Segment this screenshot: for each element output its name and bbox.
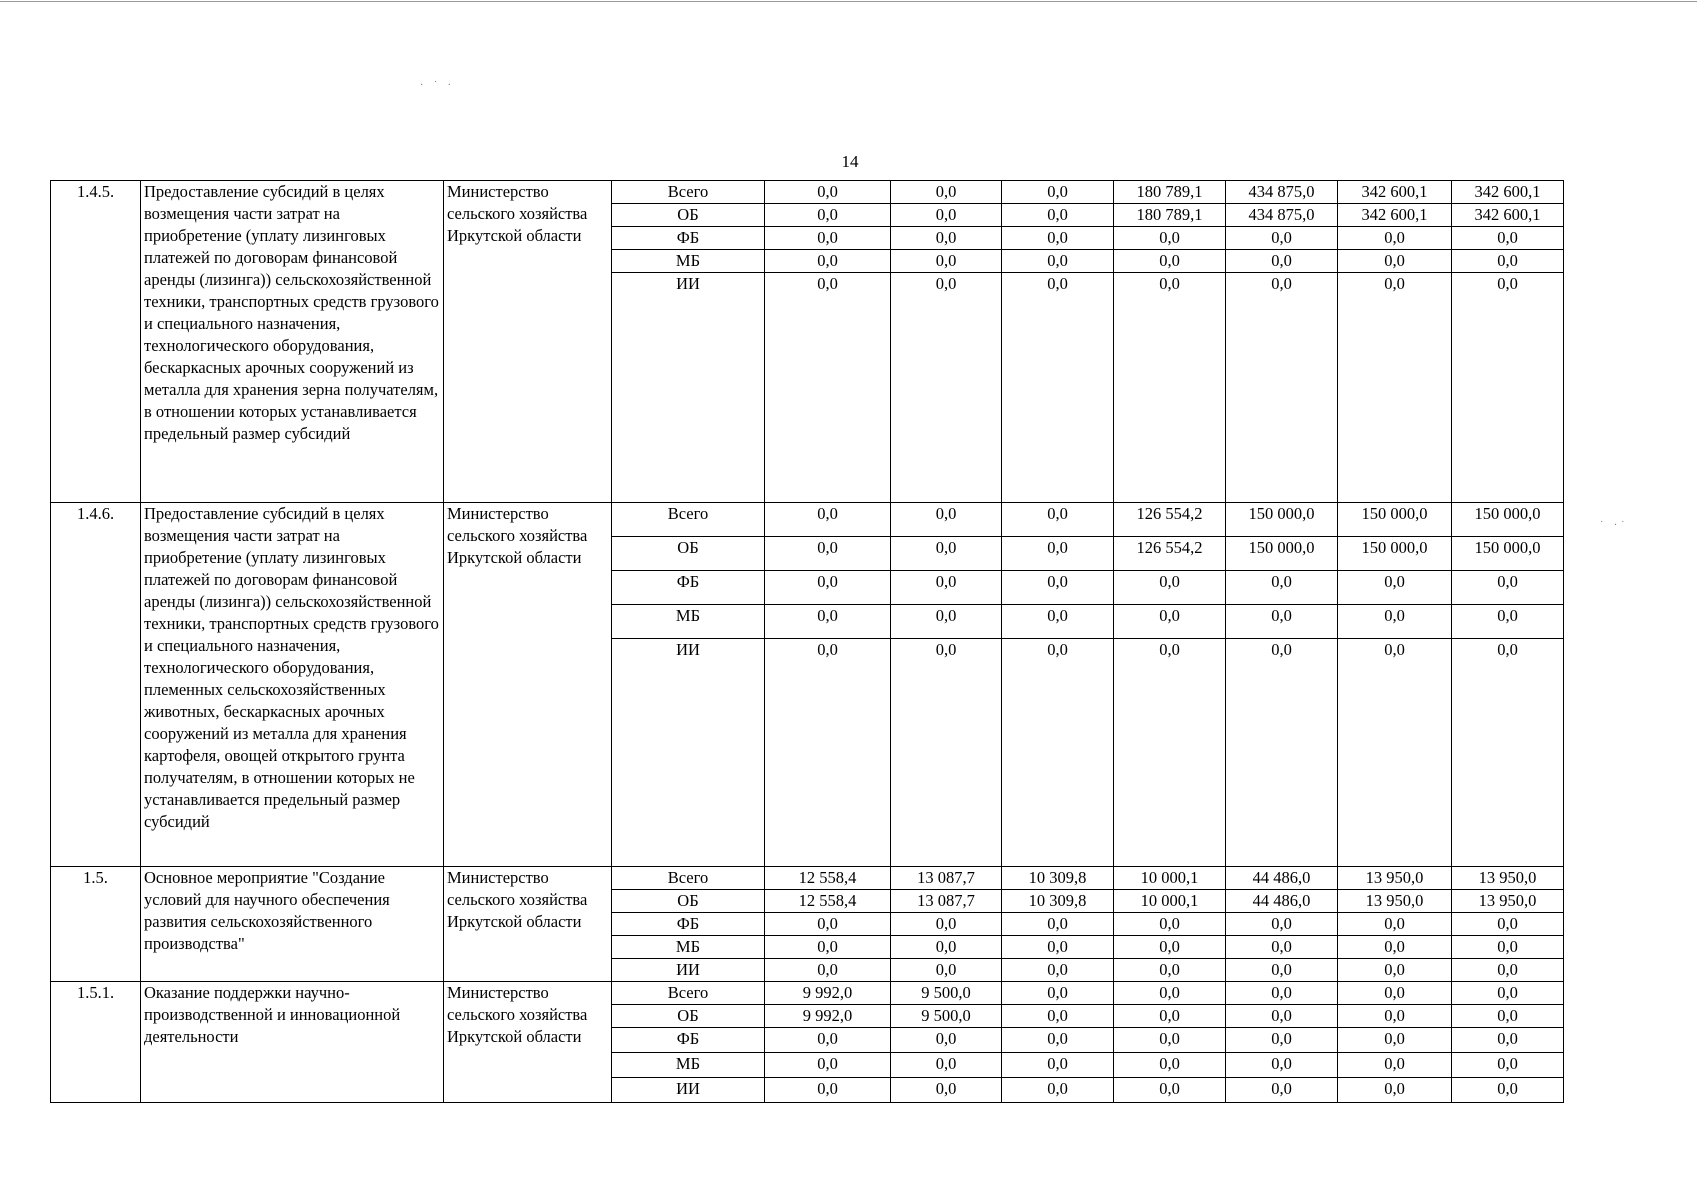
funding-value: 0,0 <box>765 571 891 605</box>
funding-value: 0,0 <box>1338 639 1452 867</box>
funding-value: 342 600,1 <box>1338 204 1452 227</box>
funding-value: 10 000,1 <box>1114 890 1226 913</box>
funding-value: 0,0 <box>1002 181 1114 204</box>
funding-value: 10 309,8 <box>1002 890 1114 913</box>
funding-value: 0,0 <box>1452 936 1564 959</box>
funding-source: ОБ <box>612 204 765 227</box>
funding-value: 434 875,0 <box>1226 204 1338 227</box>
funding-value: 0,0 <box>1338 1028 1452 1053</box>
funding-value: 0,0 <box>1338 936 1452 959</box>
funding-value: 13 950,0 <box>1452 890 1564 913</box>
funding-source: ФБ <box>612 913 765 936</box>
funding-value: 0,0 <box>1226 913 1338 936</box>
funding-value: 0,0 <box>891 181 1002 204</box>
funding-value: 13 087,7 <box>891 890 1002 913</box>
funding-source: Всего <box>612 181 765 204</box>
funding-value: 0,0 <box>1452 1005 1564 1028</box>
funding-value: 0,0 <box>1452 250 1564 273</box>
funding-value: 12 558,4 <box>765 890 891 913</box>
funding-value: 0,0 <box>891 503 1002 537</box>
funding-value: 0,0 <box>1114 250 1226 273</box>
funding-value: 0,0 <box>1226 936 1338 959</box>
funding-value: 0,0 <box>765 204 891 227</box>
funding-value: 0,0 <box>891 605 1002 639</box>
responsible-executor: Министерство сельского хозяйства Иркутской области <box>444 181 612 503</box>
funding-source: Всего <box>612 982 765 1005</box>
funding-source: МБ <box>612 936 765 959</box>
table-row <box>51 982 1564 1005</box>
funding-value: 0,0 <box>1452 571 1564 605</box>
funding-value: 342 600,1 <box>1452 181 1564 204</box>
funding-value: 0,0 <box>1002 1005 1114 1028</box>
funding-source: ИИ <box>612 639 765 867</box>
funding-value: 0,0 <box>1338 1053 1452 1078</box>
funding-value: 44 486,0 <box>1226 867 1338 890</box>
funding-value: 0,0 <box>1452 1053 1564 1078</box>
funding-value: 0,0 <box>1114 959 1226 982</box>
funding-value: 0,0 <box>1452 227 1564 250</box>
funding-value: 0,0 <box>1114 982 1226 1005</box>
funding-value: 0,0 <box>1226 227 1338 250</box>
table-body <box>51 181 1564 1103</box>
funding-value: 0,0 <box>765 1078 891 1103</box>
funding-source: Всего <box>612 867 765 890</box>
table-row <box>51 181 1564 204</box>
funding-source: ИИ <box>612 1078 765 1103</box>
funding-value: 0,0 <box>1114 571 1226 605</box>
funding-value: 0,0 <box>1002 537 1114 571</box>
funding-value: 0,0 <box>891 913 1002 936</box>
funding-value: 0,0 <box>1002 1053 1114 1078</box>
scan-speck: ˙ ·˙ <box>1600 520 1629 531</box>
funding-value: 0,0 <box>891 639 1002 867</box>
funding-value: 0,0 <box>1114 936 1226 959</box>
item-number: 1.4.6. <box>51 503 141 867</box>
funding-value: 150 000,0 <box>1452 503 1564 537</box>
funding-value: 0,0 <box>1338 571 1452 605</box>
funding-value: 0,0 <box>1226 1005 1338 1028</box>
funding-value: 0,0 <box>765 605 891 639</box>
funding-value: 0,0 <box>1226 982 1338 1005</box>
funding-value: 0,0 <box>1114 1078 1226 1103</box>
funding-value: 0,0 <box>891 1053 1002 1078</box>
funding-value: 150 000,0 <box>1452 537 1564 571</box>
funding-value: 0,0 <box>891 250 1002 273</box>
funding-value: 0,0 <box>1226 605 1338 639</box>
funding-table <box>50 180 1564 1103</box>
funding-value: 0,0 <box>1338 250 1452 273</box>
funding-value: 44 486,0 <box>1226 890 1338 913</box>
funding-value: 0,0 <box>765 639 891 867</box>
funding-value: 0,0 <box>1226 273 1338 503</box>
funding-value: 0,0 <box>1002 503 1114 537</box>
funding-value: 0,0 <box>1002 571 1114 605</box>
funding-value: 0,0 <box>1338 913 1452 936</box>
funding-value: 342 600,1 <box>1452 204 1564 227</box>
funding-value: 0,0 <box>1002 982 1114 1005</box>
funding-value: 0,0 <box>891 1078 1002 1103</box>
funding-value: 10 000,1 <box>1114 867 1226 890</box>
funding-value: 0,0 <box>765 537 891 571</box>
funding-value: 0,0 <box>1226 571 1338 605</box>
funding-value: 13 950,0 <box>1338 890 1452 913</box>
funding-value: 0,0 <box>765 959 891 982</box>
funding-value: 0,0 <box>1114 1028 1226 1053</box>
funding-source: ОБ <box>612 537 765 571</box>
funding-value: 0,0 <box>891 227 1002 250</box>
funding-value: 0,0 <box>891 273 1002 503</box>
funding-value: 150 000,0 <box>1338 537 1452 571</box>
funding-value: 0,0 <box>1114 605 1226 639</box>
funding-value: 0,0 <box>1338 959 1452 982</box>
funding-value: 150 000,0 <box>1338 503 1452 537</box>
funding-source: ОБ <box>612 890 765 913</box>
item-description: Предоставление субсидий в целях возмещения части затрат на приобретение (уплату лизинговых платежей по договорам финансовой аренды (лизинга)) сельскохозяйственной техники, транспортных средств грузового и специального назначения, технологического оборудования, племенных сельскохозяйственных животных, бескаркасных арочных сооружений из металла для хранения картофеля, овощей открытого грунта получателям, в отношении которых не устанавливается предельный размер субсидий <box>141 503 444 867</box>
funding-value: 0,0 <box>891 537 1002 571</box>
funding-value: 150 000,0 <box>1226 503 1338 537</box>
funding-value: 12 558,4 <box>765 867 891 890</box>
item-description: Оказание поддержки научно-производственной и инновационной деятельности <box>141 982 444 1103</box>
funding-value: 180 789,1 <box>1114 181 1226 204</box>
funding-value: 0,0 <box>1002 639 1114 867</box>
funding-value: 0,0 <box>891 571 1002 605</box>
funding-value: 0,0 <box>1226 1053 1338 1078</box>
funding-value: 0,0 <box>765 913 891 936</box>
funding-value: 0,0 <box>765 1053 891 1078</box>
funding-value: 9 500,0 <box>891 982 1002 1005</box>
funding-value: 0,0 <box>891 936 1002 959</box>
funding-value: 0,0 <box>1452 982 1564 1005</box>
funding-value: 0,0 <box>1002 227 1114 250</box>
funding-value: 0,0 <box>1114 639 1226 867</box>
funding-value: 0,0 <box>765 503 891 537</box>
responsible-executor: Министерство сельского хозяйства Иркутской области <box>444 867 612 982</box>
funding-value: 0,0 <box>1114 1053 1226 1078</box>
funding-value: 0,0 <box>1452 639 1564 867</box>
funding-value: 0,0 <box>1452 959 1564 982</box>
responsible-executor: Министерство сельского хозяйства Иркутской области <box>444 982 612 1103</box>
funding-value: 0,0 <box>1338 227 1452 250</box>
funding-value: 0,0 <box>1338 273 1452 503</box>
funding-value: 0,0 <box>1226 250 1338 273</box>
funding-value: 0,0 <box>765 273 891 503</box>
funding-value: 0,0 <box>765 181 891 204</box>
funding-value: 0,0 <box>1002 913 1114 936</box>
funding-value: 126 554,2 <box>1114 537 1226 571</box>
funding-value: 0,0 <box>1002 250 1114 273</box>
funding-value: 0,0 <box>891 1028 1002 1053</box>
funding-value: 0,0 <box>1226 1078 1338 1103</box>
funding-value: 342 600,1 <box>1338 181 1452 204</box>
funding-value: 0,0 <box>1452 1028 1564 1053</box>
funding-source: Всего <box>612 503 765 537</box>
funding-value: 0,0 <box>1002 959 1114 982</box>
scan-edge-line <box>0 1 1697 2</box>
funding-value: 13 950,0 <box>1452 867 1564 890</box>
funding-value: 0,0 <box>1002 204 1114 227</box>
funding-source: ИИ <box>612 273 765 503</box>
funding-value: 0,0 <box>765 936 891 959</box>
funding-value: 0,0 <box>1002 273 1114 503</box>
item-description: Основное мероприятие "Создание условий для научного обеспечения развития сельскохозяйственного производства" <box>141 867 444 982</box>
funding-value: 0,0 <box>1452 1078 1564 1103</box>
funding-value: 0,0 <box>1338 605 1452 639</box>
item-number: 1.5. <box>51 867 141 982</box>
item-number: 1.4.5. <box>51 181 141 503</box>
page-number: 14 <box>841 152 859 171</box>
funding-value: 0,0 <box>1114 227 1226 250</box>
funding-value: 0,0 <box>1338 982 1452 1005</box>
funding-value: 0,0 <box>1452 913 1564 936</box>
funding-value: 0,0 <box>1114 273 1226 503</box>
item-description: Предоставление субсидий в целях возмещения части затрат на приобретение (уплату лизинговых платежей по договорам финансовой аренды (лизинга)) сельскохозяйственной техники, транспортных средств грузового и специального назначения, технологического оборудования, бескаркасных арочных сооружений из металла для хранения зерна получателям, в отношении которых устанавливается предельный размер субсидий <box>141 181 444 503</box>
funding-value: 180 789,1 <box>1114 204 1226 227</box>
funding-value: 0,0 <box>1226 959 1338 982</box>
funding-value: 13 087,7 <box>891 867 1002 890</box>
funding-value: 150 000,0 <box>1226 537 1338 571</box>
funding-value: 126 554,2 <box>1114 503 1226 537</box>
funding-source: ФБ <box>612 571 765 605</box>
funding-value: 0,0 <box>765 227 891 250</box>
funding-value: 0,0 <box>891 204 1002 227</box>
funding-value: 10 309,8 <box>1002 867 1114 890</box>
funding-value: 0,0 <box>1226 639 1338 867</box>
funding-value: 0,0 <box>1338 1005 1452 1028</box>
funding-value: 13 950,0 <box>1338 867 1452 890</box>
funding-source: ФБ <box>612 227 765 250</box>
responsible-executor: Министерство сельского хозяйства Иркутской области <box>444 503 612 867</box>
item-number: 1.5.1. <box>51 982 141 1103</box>
funding-value: 434 875,0 <box>1226 181 1338 204</box>
funding-value: 0,0 <box>1226 1028 1338 1053</box>
funding-source: МБ <box>612 605 765 639</box>
funding-value: 0,0 <box>1452 605 1564 639</box>
funding-value: 9 992,0 <box>765 1005 891 1028</box>
funding-source: ФБ <box>612 1028 765 1053</box>
funding-source: МБ <box>612 1053 765 1078</box>
funding-value: 0,0 <box>1002 1078 1114 1103</box>
funding-value: 0,0 <box>891 959 1002 982</box>
scan-speck: · ˙ · <box>420 80 455 91</box>
table-row <box>51 503 1564 537</box>
funding-value: 0,0 <box>1114 913 1226 936</box>
funding-value: 9 992,0 <box>765 982 891 1005</box>
funding-value: 0,0 <box>1114 1005 1226 1028</box>
table-row <box>51 867 1564 890</box>
funding-value: 0,0 <box>765 250 891 273</box>
funding-value: 0,0 <box>1002 1028 1114 1053</box>
funding-source: ИИ <box>612 959 765 982</box>
funding-value: 9 500,0 <box>891 1005 1002 1028</box>
funding-value: 0,0 <box>765 1028 891 1053</box>
funding-value: 0,0 <box>1338 1078 1452 1103</box>
funding-value: 0,0 <box>1452 273 1564 503</box>
funding-value: 0,0 <box>1002 605 1114 639</box>
funding-source: ОБ <box>612 1005 765 1028</box>
funding-source: МБ <box>612 250 765 273</box>
funding-value: 0,0 <box>1002 936 1114 959</box>
